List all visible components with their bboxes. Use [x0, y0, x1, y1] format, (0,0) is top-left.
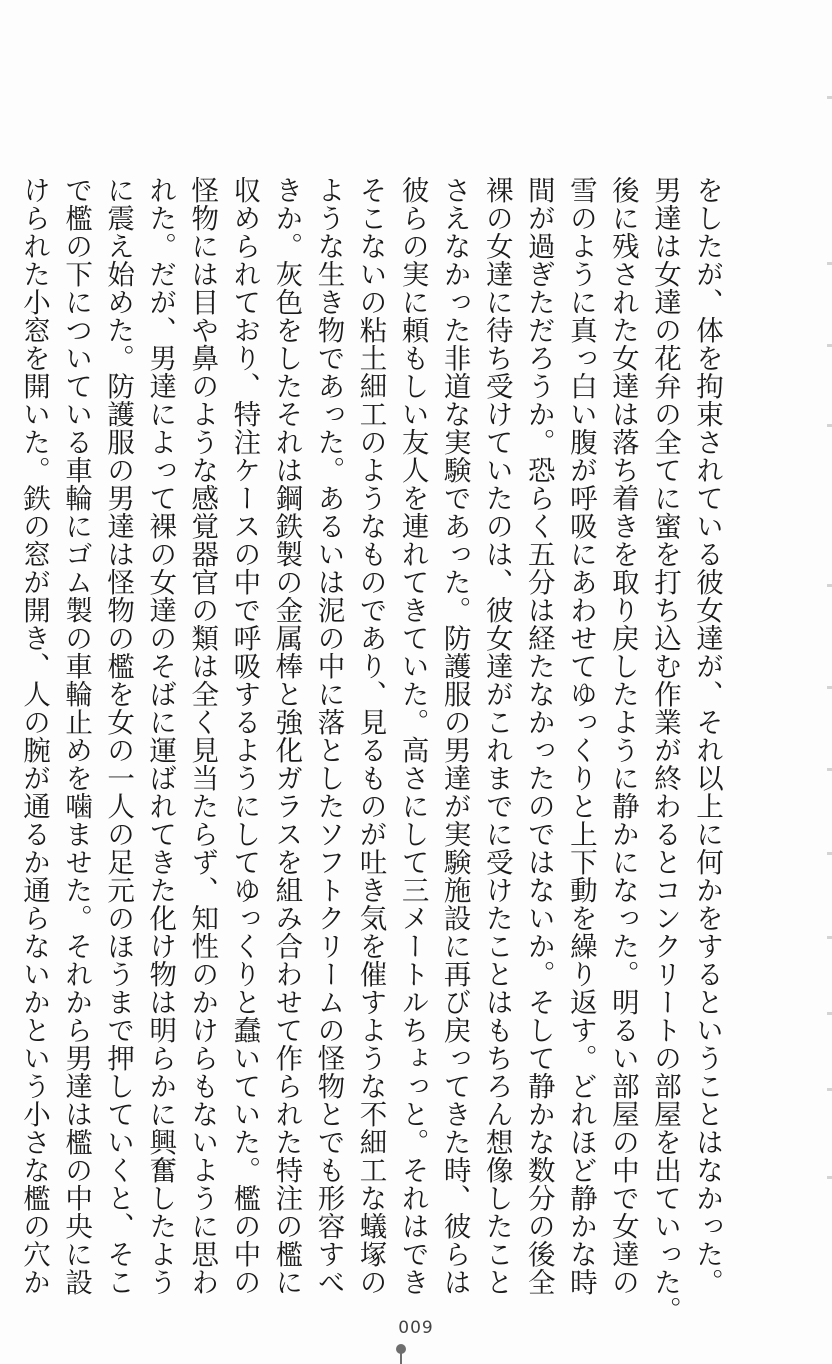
- text-line: ような生き物であった。あるいは泥の中に落としたソフトクリームの怪物とでも形容すべ: [312, 176, 345, 1296]
- text-line: に震え始めた。防護服の男達は怪物の檻を女の一人の足元のほうまで押していくと、そこ: [102, 176, 135, 1296]
- page-number: 009: [398, 1318, 434, 1338]
- text-line: で檻の下についている車輪にゴム製の車輪止めを噛ませた。それから男達は檻の中央に設: [60, 176, 93, 1296]
- page-edge-marks: [826, 0, 832, 1364]
- edge-mark: [827, 1176, 832, 1179]
- text-line: 彼らの実に頼もしい友人を連れてきていた。高さにして三メートルちょっと。それはでき: [396, 176, 429, 1296]
- edge-mark: [827, 686, 832, 689]
- text-line: 間が過ぎただろうか。恐らく五分は経たなかったのではないか。そして静かな数分の後全: [522, 176, 555, 1296]
- text-line: 雪のように真っ白い腹が呼吸にあわせてゆっくりと上下動を繰り返す。どれほど静かな時: [564, 176, 597, 1296]
- bookmark-stem: [400, 1352, 402, 1364]
- edge-mark: [827, 96, 832, 99]
- text-line: さえなかった非道な実験であった。防護服の男達が実験施設に再び戻ってきた時、彼らは: [438, 176, 471, 1296]
- edge-mark: [827, 584, 832, 587]
- text-line: れた。だが、男達によって裸の女達のそばに運ばれてきた化け物は明らかに興奮したよう: [144, 176, 177, 1296]
- edge-mark: [827, 1012, 832, 1015]
- text-line: 裸の女達に待ち受けていたのは、彼女達がこれまでに受けたことはもちろん想像したこと: [480, 176, 513, 1296]
- edge-mark: [827, 768, 832, 771]
- vertical-text-body: [18, 176, 728, 1324]
- edge-mark: [827, 424, 832, 427]
- text-line: 怪物には目や鼻のような感覚器官の類は全く見当たらず、知性のかけらもないように思わ: [186, 176, 219, 1296]
- text-line: をしたが、体を拘束されている彼女達が、それ以上に何かをするということはなかった。: [691, 176, 723, 1296]
- edge-mark: [827, 344, 832, 347]
- text-line: 収められており、特注ケースの中で呼吸するようにしてゆっくりと蠢いていた。檻の中の: [228, 176, 261, 1296]
- text-line: 男達は女達の花弁の全てに蜜を打ち込む作業が終わるとコンクリートの部屋を出ていった。: [648, 176, 681, 1324]
- text-line: 後に残された女達は落ち着きを取り戻したように静かになった。明るい部屋の中で女達の: [606, 176, 639, 1296]
- text-line: けられた小窓を開いた。鉄の窓が開き、人の腕が通るか通らないかという小さな檻の穴か: [18, 176, 50, 1296]
- edge-mark: [827, 936, 832, 939]
- edge-mark: [827, 1088, 832, 1091]
- edge-mark: [827, 852, 832, 855]
- text-line: きか。灰色をしたそれは鋼鉄製の金属棒と強化ガラスを組み合わせて作られた特注の檻に: [270, 176, 303, 1296]
- edge-mark: [827, 262, 832, 265]
- text-line: そこないの粘土細工のようなものであり、見るものが吐き気を催すような不細工な蟻塚の: [354, 176, 387, 1296]
